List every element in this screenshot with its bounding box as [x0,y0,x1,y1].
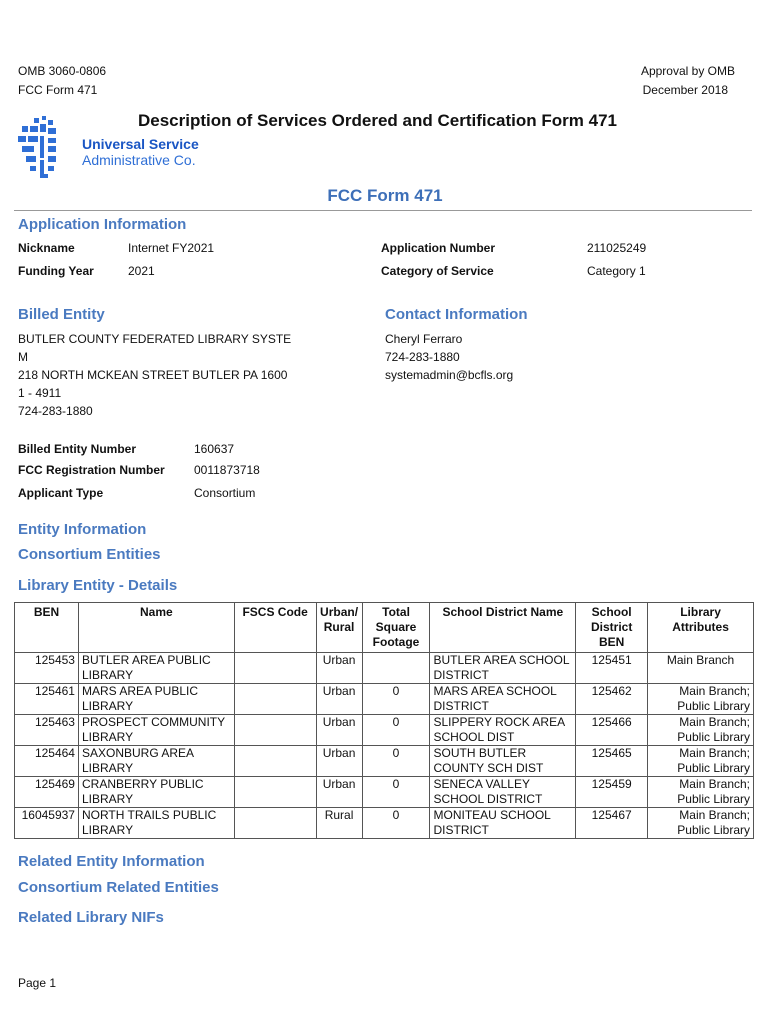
contact-details [385,330,513,384]
header-line: Rural [323,620,355,634]
district-ben-cell: 125465 [576,746,648,777]
category-label: Category of Service [381,264,494,278]
school-district-cell-line: SCHOOL DIST [433,730,515,744]
urban-rural-cell: Urban [316,653,362,684]
address-line: M [18,350,28,364]
district-ben-cell: 125467 [576,808,648,839]
square-footage-cell [362,653,430,684]
library-attributes-cell [648,715,754,746]
contact-phone: 724-283-1880 [385,350,460,364]
page-number: Page 1 [18,976,57,990]
ben-cell: 125464 [15,746,79,777]
header-line: School [591,605,632,619]
col-district-ben [576,603,648,653]
col-library-attributes [648,603,754,653]
page-title: Description of Services Ordered and Certification Form 471 [138,111,617,130]
name-cell [78,715,234,746]
header-line: BEN [598,635,625,649]
related-entity-heading: Related Entity Information [18,853,205,870]
library-attributes-cell-line: Main Branch; [679,808,750,822]
applicant-type-label: Applicant Type [18,486,104,500]
square-footage-cell: 0 [362,684,430,715]
library-attributes-cell-line: Main Branch; [679,746,750,760]
school-district-cell-line: MARS AREA SCHOOL [433,684,557,698]
table-row [15,808,754,839]
library-attributes-cell-line: Public Library [677,792,750,806]
fscs-cell [234,746,316,777]
header-line: District [590,620,633,634]
billed-entity-heading: Billed Entity [18,306,105,323]
school-district-cell [430,808,576,839]
applicant-type-value: Consortium [194,486,256,500]
library-attributes-cell [648,684,754,715]
library-attributes-cell [648,808,754,839]
school-district-cell-line: MONITEAU SCHOOL [433,808,551,822]
table-header-row [15,603,754,653]
nickname-label: Nickname [18,241,75,255]
school-district-cell-line: COUNTY SCH DIST [433,761,544,775]
library-attributes-cell-line: Public Library [677,730,750,744]
contact-name: Cheryl Ferraro [385,332,463,346]
library-attributes-cell-line: Main Branch; [679,777,750,791]
address-line: 1 - 4911 [18,386,62,400]
name-cell-line: NORTH TRAILS PUBLIC [81,808,217,822]
school-district-cell [430,653,576,684]
school-district-cell-line: SLIPPERY ROCK AREA [433,715,566,729]
library-details-heading: Library Entity - Details [18,577,178,594]
urban-rural-cell: Urban [316,715,362,746]
application-info-heading: Application Information [18,216,187,233]
ben-cell: 125461 [15,684,79,715]
district-ben-cell: 125462 [576,684,648,715]
library-attributes-cell-line: Public Library [677,823,750,837]
application-number-value: 211025249 [587,241,647,255]
header-line: Attributes [672,620,729,634]
contact-email: systemadmin@bcfls.org [385,368,514,382]
col-square-footage [362,603,430,653]
header-line: Total [382,605,410,619]
library-attributes-cell-line: Public Library [677,699,750,713]
school-district-cell [430,777,576,808]
name-cell [78,808,234,839]
name-cell-line: LIBRARY [81,792,134,806]
heading-divider [14,210,752,211]
library-attributes-cell-line: Main Branch; [679,684,750,698]
ben-value: 160637 [194,442,235,456]
name-cell-line: LIBRARY [81,823,134,837]
urban-rural-cell: Urban [316,777,362,808]
consortium-related-heading: Consortium Related Entities [18,879,219,896]
header-line: Urban/ [320,605,359,619]
ben-cell: 16045937 [15,808,79,839]
name-cell [78,684,234,715]
district-ben-cell: 125466 [576,715,648,746]
form-label: FCC Form 471 [18,83,98,97]
library-attributes-cell-line: Public Library [677,761,750,775]
address-line: BUTLER COUNTY FEDERATED LIBRARY SYSTE [18,332,292,346]
name-cell-line: BUTLER AREA PUBLIC [81,653,211,667]
logo-line-1: Universal Service [82,136,199,152]
school-district-cell-line: DISTRICT [433,668,489,682]
col-school-district: School District Name [430,603,576,653]
ben-cell: 125463 [15,715,79,746]
ben-label: Billed Entity Number [18,442,137,456]
school-district-cell-line: DISTRICT [433,699,489,713]
name-cell-line: CRANBERRY PUBLIC [81,777,204,791]
usac-logo-text [82,136,199,168]
entity-info-heading: Entity Information [18,521,147,538]
usac-logo-icon [14,116,84,186]
frn-label: FCC Registration Number [18,463,165,477]
district-ben-cell: 125451 [576,653,648,684]
contact-info-heading: Contact Information [385,306,528,323]
school-district-cell-line: BUTLER AREA SCHOOL [433,653,570,667]
square-footage-cell: 0 [362,746,430,777]
name-cell-line: LIBRARY [81,699,134,713]
fscs-cell [234,808,316,839]
header-line: Library [680,605,721,619]
urban-rural-cell: Urban [316,746,362,777]
application-number-label: Application Number [381,241,496,255]
library-attributes-cell [648,653,754,684]
square-footage-cell: 0 [362,715,430,746]
address-line: 218 NORTH MCKEAN STREET BUTLER PA 1600 [18,368,288,382]
header-line: Square [375,620,417,634]
fscs-cell [234,715,316,746]
omb-number: OMB 3060-0806 [18,64,107,78]
school-district-cell-line: SENECA VALLEY [433,777,530,791]
name-cell-line: LIBRARY [81,668,134,682]
category-value: Category 1 [587,264,646,278]
square-footage-cell: 0 [362,777,430,808]
ben-cell: 125453 [15,653,79,684]
table-row [15,746,754,777]
billed-entity-address [18,330,318,420]
fscs-cell [234,777,316,808]
square-footage-cell: 0 [362,808,430,839]
col-ben: BEN [15,603,79,653]
table-row [15,715,754,746]
approval-text: Approval by OMB [640,64,735,78]
name-cell-line: SAXONBURG AREA [81,746,195,760]
name-cell [78,777,234,808]
district-ben-cell: 125459 [576,777,648,808]
table-row [15,684,754,715]
funding-year-label: Funding Year [18,264,94,278]
funding-year-value: 2021 [128,264,155,278]
library-attributes-cell-line: Main Branch; [679,715,750,729]
related-library-heading: Related Library NIFs [18,909,164,926]
name-cell-line: LIBRARY [81,761,134,775]
ben-cell: 125469 [15,777,79,808]
school-district-cell [430,715,576,746]
school-district-cell-line: SOUTH BUTLER [433,746,527,760]
table-row [15,777,754,808]
nickname-value: Internet FY2021 [128,241,215,255]
library-attributes-cell [648,746,754,777]
name-cell [78,746,234,777]
approval-date: December 2018 [642,83,728,97]
urban-rural-cell: Urban [316,684,362,715]
school-district-cell [430,746,576,777]
school-district-cell-line: DISTRICT [433,823,489,837]
library-attributes-cell-line: Main Branch [666,653,735,667]
col-name: Name [78,603,234,653]
name-cell-line: LIBRARY [81,730,134,744]
col-fscs: FSCS Code [234,603,316,653]
name-cell [78,653,234,684]
header-line: Footage [372,635,420,649]
fscs-cell [234,653,316,684]
address-line: 724-283-1880 [18,404,93,418]
consortium-entities-heading: Consortium Entities [18,546,161,563]
fscs-cell [234,684,316,715]
name-cell-line: MARS AREA PUBLIC [81,684,199,698]
urban-rural-cell: Rural [316,808,362,839]
frn-value: 0011873718 [194,463,260,477]
name-cell-line: PROSPECT COMMUNITY [81,715,226,729]
library-attributes-cell [648,777,754,808]
form-heading: FCC Form 471 [327,186,443,205]
logo-line-2: Administrative Co. [82,152,196,168]
school-district-cell-line: SCHOOL DISTRICT [433,792,543,806]
library-entity-table [14,602,754,839]
col-urban-rural [316,603,362,653]
school-district-cell [430,684,576,715]
table-row [15,653,754,684]
